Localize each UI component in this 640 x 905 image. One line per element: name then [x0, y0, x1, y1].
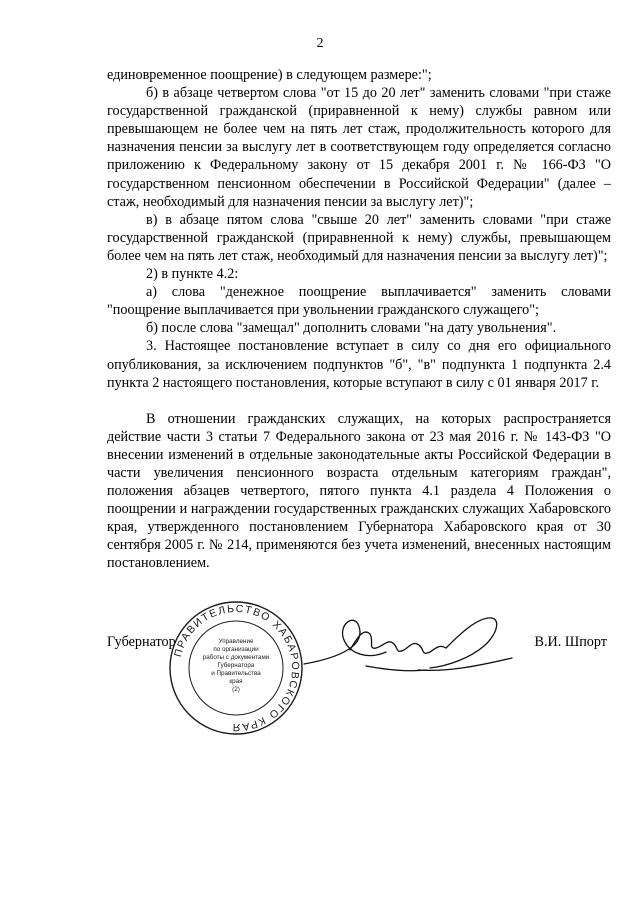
- paragraph-4: 2) в пункте 4.2:: [146, 266, 239, 283]
- paragraph-3: в) в абзаце пятом слова "свыше 20 лет" заменить словами "при стаже государственной гражданской (приравненной к нему) службы, превышающем более чем на пять лет стаж, необходимый для назначения пенсии за выслугу лет)";: [107, 211, 611, 264]
- paragraph-1: единовременное поощрение) в следующем размере:";: [107, 67, 432, 83]
- seal-center-text: [203, 638, 270, 693]
- signatory-title: Губернатор: [107, 634, 176, 650]
- svg-text:(2): (2): [232, 686, 240, 693]
- paragraph-8: В отношении гражданских служащих, на которых распространяется действие части 3 статьи 7 Федерального закона от 23 мая 2016 г. № 143-ФЗ "О внесении изменений в отдельные законодательные акты Российской Федерации в части увеличения пенсионного возраста отдельным категориям граждан", положения абзацев четвертого, пятого пункта 4.1 раздела 4 Положения о поощрении и награждении государственных гражданских служащих Хабаровского края, утвержденного постановлением Губернатора Хабаровского края от 30 сентября 2005 г. № 214, применяются без учета изменений, внесенных настоящим постановлением.: [107, 410, 611, 572]
- signatory-name: В.И. Шпорт: [534, 634, 607, 650]
- document-body: [107, 66, 611, 573]
- official-seal: [166, 598, 306, 738]
- svg-text:и Правительства: и Правительства: [211, 670, 261, 677]
- seal-ring-text: ПРАВИТЕЛЬСТВО ХАБАРОВСКОГО КРАЯ: [172, 602, 302, 734]
- paragraph-6: б) после слова "замещал" дополнить словами "на дату увольнения".: [146, 320, 557, 337]
- paragraph-2: б) в абзаце четвертом слова "от 15 до 20 лет" заменить словами "при стаже государственной гражданской (приравненной к нему) службы равном или превышающем не более чем на пять лет стаж, продолжительность которого для назначения пенсии за выслугу лет в соответствующем году определяется согласно приложению к Федеральному закону от 15 декабря 2001 г. № 166-ФЗ "О государственном пенсионном обеспечении в Российской Федерации" (далее – стаж, необходимый для назначения пенсии за выслугу лет)";: [107, 85, 611, 210]
- paragraph-5: а) слова "денежное поощрение выплачивается" заменить словами "поощрение выплачивается при увольнении гражданского служащего";: [107, 284, 611, 319]
- svg-text:работы с документами: работы с документами: [202, 654, 270, 661]
- svg-text:по организации: по организации: [213, 646, 259, 653]
- page-number: 2: [316, 36, 324, 51]
- svg-text:Губернатора: Губернатора: [217, 662, 255, 669]
- handwritten-signature: [298, 606, 518, 686]
- paragraph-7: 3. Настоящее постановление вступает в силу со дня его официального опубликования, за исключением подпунктов "б", "в" подпункта 1 подпункта 2.4 пункта 2 настоящего постановления, которые вступают в силу с 01 января 2017 г.: [107, 338, 611, 391]
- svg-text:края: края: [229, 678, 243, 685]
- svg-text:Управление: Управление: [218, 638, 254, 645]
- seal-graphic: [166, 598, 306, 738]
